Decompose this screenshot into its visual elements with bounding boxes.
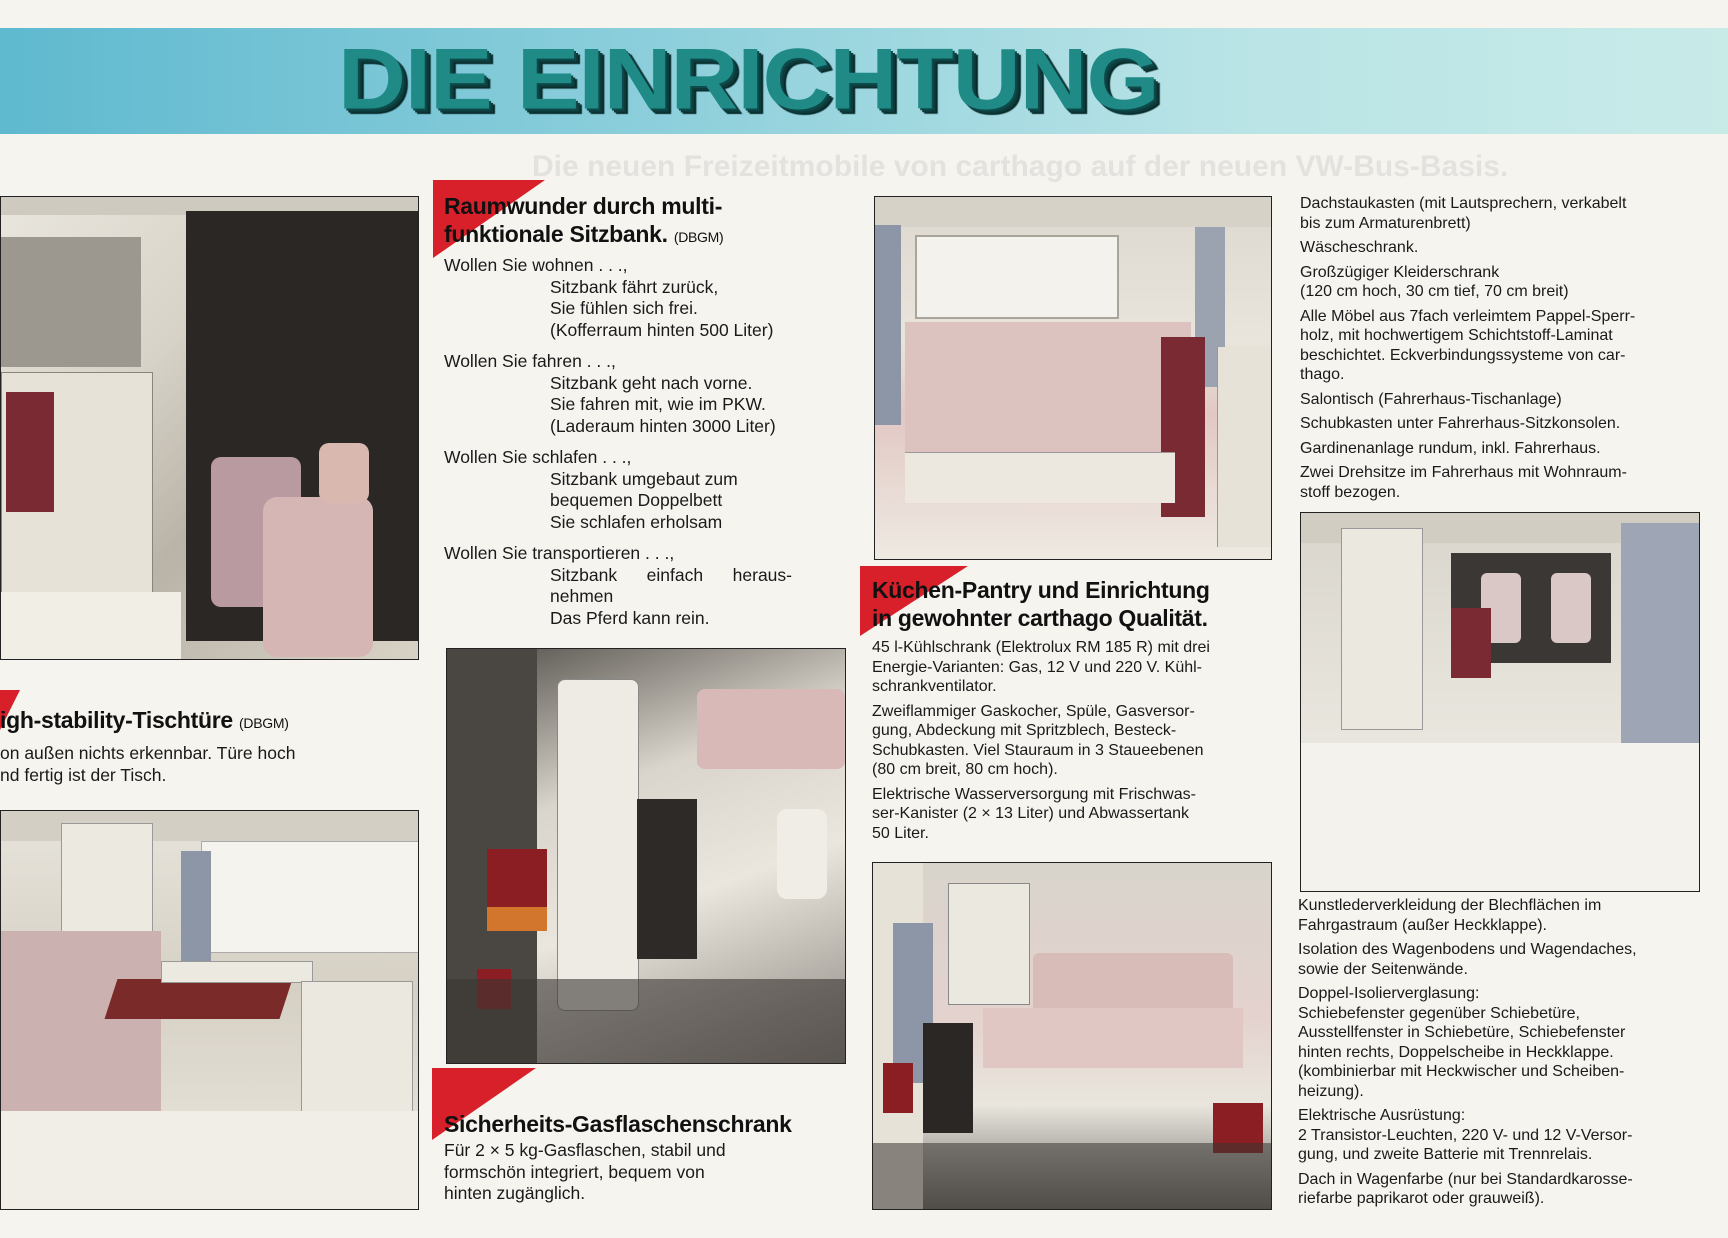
tischtuere-section [0, 706, 420, 786]
text-line: Elektrische Ausrüstung: [1298, 1107, 1466, 1124]
text-line: Dach in Wagenfarbe (nur bei Standardkarosse- [1298, 1170, 1633, 1188]
sitzbank-heading [444, 192, 844, 251]
block-line: Sitzbank geht nach vorne. [550, 372, 753, 393]
block-line: Sitzbank umgebaut zum [550, 468, 738, 489]
text-line: 2 Transistor-Leuchten, 220 V- und 12 V-Versor- [1298, 1126, 1633, 1144]
block-line: Das Pferd kann rein. [550, 607, 710, 628]
photo-van-side-seats [0, 196, 419, 660]
text-line: Schubkasten. Viel Stauraum in 3 Staueebenen [872, 741, 1204, 759]
block-line: Sitzbank fährt zurück, [550, 276, 719, 297]
text-line: holz, mit hochwertigem Schichtstoff-Laminat [1300, 327, 1613, 344]
photo-rear-open [872, 862, 1272, 1210]
text-line: beschichtet. Eckverbindungssysteme von car- [1300, 346, 1626, 364]
block-line: nehmen [550, 586, 614, 606]
photo-gas-cabinet [446, 648, 846, 1064]
text-line: Elektrische Wasserversorgung mit Frischwas- [872, 785, 1196, 803]
text-line: riefarbe paprikarot oder grauweiß). [1298, 1190, 1545, 1207]
text-line: stoff bezogen. [1300, 483, 1401, 501]
text-line: Salontisch (Fahrerhaus-Tischanlage) [1300, 390, 1562, 408]
block-line: (Kofferraum hinten 500 Liter) [550, 319, 774, 340]
block-lead: Wollen Sie transportieren . . ., [444, 543, 675, 563]
page-title: DIE EINRICHTUNG [338, 30, 1159, 128]
text-line: Kunstlederverkleidung der Blechflächen im [1298, 897, 1602, 914]
gas-heading: Sicherheits-Gasflaschenschrank [444, 1111, 792, 1137]
block-line: Sie schlafen erholsam [550, 511, 723, 532]
text-line: Isolation des Wagenbodens und Wagendaches, [1298, 941, 1637, 958]
text-line: Alle Möbel aus 7fach verleimtem Pappel-Sperr- [1300, 307, 1636, 325]
heading-line: Küchen-Pantry und Einrichtung [872, 577, 1210, 603]
text-line: Energie-Varianten: Gas, 12 V und 220 V. Kühl- [872, 658, 1202, 676]
block-line: bequemen Doppelbett [550, 490, 723, 510]
text-line: (80 cm breit, 80 cm hoch). [872, 761, 1058, 778]
kueche-text [872, 638, 1272, 843]
gas-section [444, 1110, 844, 1205]
text-line: Ausstellfenster in Schiebetüre, Schiebefenster [1298, 1024, 1626, 1041]
text-line: thago. [1300, 366, 1345, 383]
text-line: sowie der Seitenwände. [1298, 960, 1468, 978]
text-line: gung, Abdeckung mit Spritzblech, Besteck- [872, 722, 1177, 739]
text-line: ser-Kanister (2 × 13 Liter) und Abwassertank [872, 805, 1190, 822]
text-line: Schubkasten unter Fahrerhaus-Sitzkonsolen. [1300, 415, 1621, 432]
gas-text [444, 1140, 844, 1205]
equipment-list-bottom [1298, 896, 1710, 1214]
tischtuere-heading [0, 706, 420, 737]
bleed-through-text: Die neuen Freizeitmobile von carthago auf der neuen VW-Bus-Basis. [532, 150, 1509, 183]
text-line: schrankventilator. [872, 678, 997, 695]
photo-interior-length [1300, 512, 1700, 892]
block-lead: Wollen Sie schlafen . . ., [444, 447, 632, 467]
text-line: Dachstaukasten (mit Lautsprechern, verkabelt [1300, 195, 1627, 212]
text-line: gung, und zweite Batterie mit Trennrelais. [1298, 1146, 1593, 1163]
block-lead: Wollen Sie wohnen . . ., [444, 255, 628, 275]
text-line: Großzügiger Kleiderschrank [1300, 263, 1500, 281]
text-line: Wäscheschrank. [1300, 239, 1419, 256]
block-line: Sie fahren mit, wie im PKW. [550, 394, 766, 414]
block-line: Sie fühlen sich frei. [550, 298, 698, 318]
kueche-heading [872, 576, 1272, 632]
dbgm-tag: (DBGM) [673, 229, 724, 245]
text-line: on außen nichts erkennbar. Türe hoch [0, 743, 296, 763]
text-line: Für 2 × 5 kg-Gasflaschen, stabil und [444, 1140, 726, 1160]
text-line: hinten zugänglich. [444, 1183, 586, 1203]
text-line: Schiebefenster gegenüber Schiebetüre, [1298, 1004, 1580, 1022]
text-line: 45 l-Kühlschrank (Elektrolux RM 185 R) mit drei [872, 639, 1210, 656]
photo-bed-interior [874, 196, 1272, 560]
block-line: (Laderaum hinten 3000 Liter) [550, 415, 776, 436]
block-lead: Wollen Sie fahren . . ., [444, 351, 616, 371]
text-line: (kombinierbar mit Heckwischer und Scheiben- [1298, 1063, 1625, 1080]
text-line: nd fertig ist der Tisch. [0, 764, 167, 785]
heading-line: in gewohnter carthago Qualität. [872, 605, 1208, 631]
text-line: Zweiflammiger Gaskocher, Spüle, Gasversor- [872, 702, 1195, 720]
text-line: formschön integriert, bequem von [444, 1161, 705, 1182]
text-line: Zwei Drehsitze im Fahrerhaus mit Wohnraum- [1300, 464, 1627, 481]
text-line: Doppel-Isolierverglasung: [1298, 985, 1480, 1002]
equipment-list-top [1300, 194, 1710, 507]
heading-line: funktionale Sitzbank. [444, 221, 668, 247]
text-line: heizung). [1298, 1082, 1364, 1100]
heading-text: igh-stability-Tischtüre [0, 707, 233, 733]
sitzbank-text [444, 255, 844, 629]
photo-table-door [0, 810, 419, 1210]
heading-line: Raumwunder durch multi- [444, 193, 723, 219]
block-line: Sitzbank einfach heraus- [550, 564, 792, 585]
tischtuere-text [0, 743, 420, 786]
text-line: Fahrgastraum (außer Heckklappe). [1298, 916, 1547, 934]
text-line: hinten rechts, Doppelscheibe in Heckklappe. [1298, 1043, 1614, 1061]
text-line: Gardinenanlage rundum, inkl. Fahrerhaus. [1300, 439, 1601, 457]
text-line: bis zum Armaturenbrett) [1300, 214, 1471, 232]
sitzbank-section [444, 192, 844, 636]
text-line: (120 cm hoch, 30 cm tief, 70 cm breit) [1300, 283, 1569, 300]
kueche-section [872, 576, 1272, 848]
text-line: 50 Liter. [872, 824, 929, 842]
dbgm-tag: (DBGM) [239, 715, 289, 731]
